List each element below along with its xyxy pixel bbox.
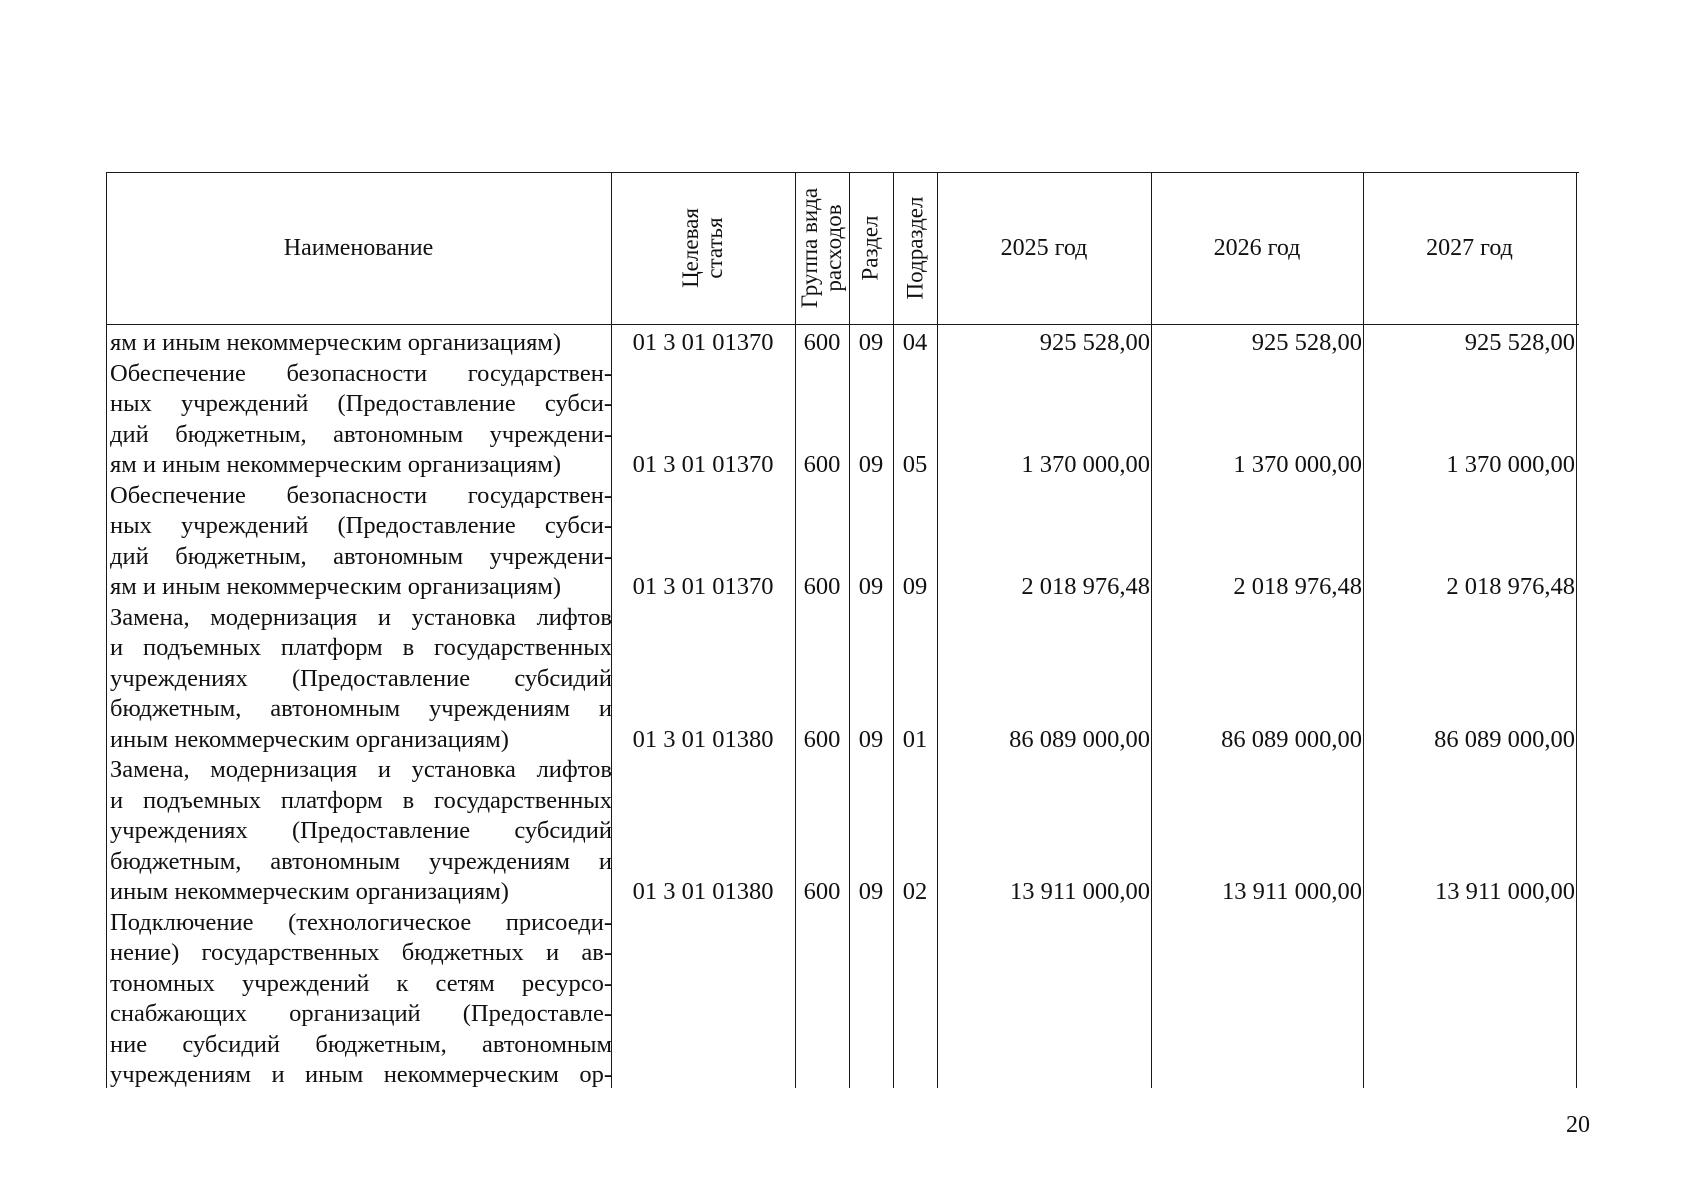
name-line: дий бюджетным, автономным учреждени- [110,542,612,570]
name-line: учреждениях (Предоставление субсидий [110,664,612,692]
budget-table [106,172,1579,1088]
cell-subsection: 01 [902,725,928,753]
cell-name [110,908,612,1091]
name-line: ям и иным некоммерческим организациям) [110,329,562,356]
header-name: Наименование [283,235,434,261]
cell-name [110,359,612,481]
cell-year-2027: 1 370 000,00 [1446,451,1575,478]
name-line: Подключение (технологическое присоеди- [110,908,612,936]
cell-year-2027: 13 911 000,00 [1435,878,1575,905]
name-line: дий бюджетным, автономным учреждени- [110,420,612,448]
cell-year-2025: 925 528,00 [1039,329,1150,356]
cell-year-2025: 1 370 000,00 [1021,451,1150,478]
cell-year-2025: 2 018 976,48 [1021,573,1150,600]
header-bottom-border [106,324,1579,325]
cell-section: 09 [858,725,884,753]
header-target-article: Целевая статья [677,208,727,288]
cell-name [110,481,612,603]
cell-target-article: 01 3 01 01370 [632,329,774,356]
cell-year-2027: 925 528,00 [1464,329,1575,356]
cell-subsection: 05 [902,451,928,478]
cell-year-2027: 2 018 976,48 [1446,573,1575,600]
cell-name [110,603,612,756]
cell-target-article: 01 3 01 01380 [632,878,774,905]
cell-name [110,755,612,908]
cell-section: 09 [858,329,884,356]
name-line: учреждениях (Предоставление субсидий [110,817,612,844]
cell-expense-group: 600 [803,451,841,478]
name-line: и подъемных платформ в государственных [110,634,612,661]
cell-expense-group: 600 [803,573,841,600]
name-line: Обеспечение безопасности государствен- [110,359,612,387]
header-section: Раздел [858,215,883,281]
name-line: ям и иным некоммерческим организациям) [110,451,562,478]
name-line: ям и иным некоммерческим организациям) [110,573,562,600]
cell-target-article: 01 3 01 01370 [632,451,774,478]
name-line: ние субсидий бюджетным, автономным [110,1030,612,1058]
cell-expense-group: 600 [803,725,841,753]
cell-year-2026: 86 089 000,00 [1221,725,1362,753]
name-line: Замена, модернизация и установка лифтов [110,603,612,631]
cell-target-article: 01 3 01 01380 [632,725,774,753]
cell-year-2027: 86 089 000,00 [1434,725,1575,753]
cell-section: 09 [858,878,884,905]
name-line: учреждениям и иным некоммерческим ор- [110,1061,612,1088]
name-line: снабжающих организаций (Предоставле- [110,1000,612,1027]
name-line: Замена, модернизация и установка лифтов [110,756,612,783]
name-line: иным некоммерческим организациям) [110,878,509,905]
cell-year-2026: 1 370 000,00 [1233,451,1362,478]
cell-year-2026: 925 528,00 [1251,329,1362,356]
name-line: и подъемных платформ в государственных [110,786,612,814]
cell-expense-group: 600 [803,878,841,905]
name-line: тономных учреждений к сетям ресурсо- [110,969,612,997]
cell-year-2025: 13 911 000,00 [1010,878,1150,905]
cell-year-2026: 13 911 000,00 [1222,878,1362,905]
header-year-2025: 2025 год [1000,235,1088,261]
col-border-right [1576,172,1577,1088]
cell-year-2025: 86 089 000,00 [1009,725,1150,753]
name-line: нение) государственных бюджетных и ав- [110,939,612,966]
page-number: 20 [1566,1112,1590,1138]
name-line: ных учреждений (Предоставление субси- [110,390,612,417]
cell-year-2026: 2 018 976,48 [1233,573,1362,600]
cell-subsection: 04 [902,329,928,356]
name-line: Обеспечение безопасности государствен- [110,481,612,509]
cell-target-article: 01 3 01 01370 [632,573,774,600]
header-subsection: Подраздел [902,196,928,300]
cell-expense-group: 600 [803,329,841,356]
name-line: иным некоммерческим организациям) [110,725,509,753]
name-line: ных учреждений (Предоставление субси- [110,512,612,539]
cell-name [110,328,612,359]
header-year-2027: 2027 год [1426,235,1513,261]
name-line: бюджетным, автономным учреждениям и [110,847,612,875]
cell-subsection: 09 [902,573,928,600]
header-expense-group: Группа вида расходов [797,187,847,309]
cell-section: 09 [858,573,884,600]
cell-subsection: 02 [902,878,928,905]
header-year-2026: 2026 год [1213,235,1301,261]
cell-section: 09 [858,451,884,478]
name-line: бюджетным, автономным учреждениям и [110,695,612,722]
